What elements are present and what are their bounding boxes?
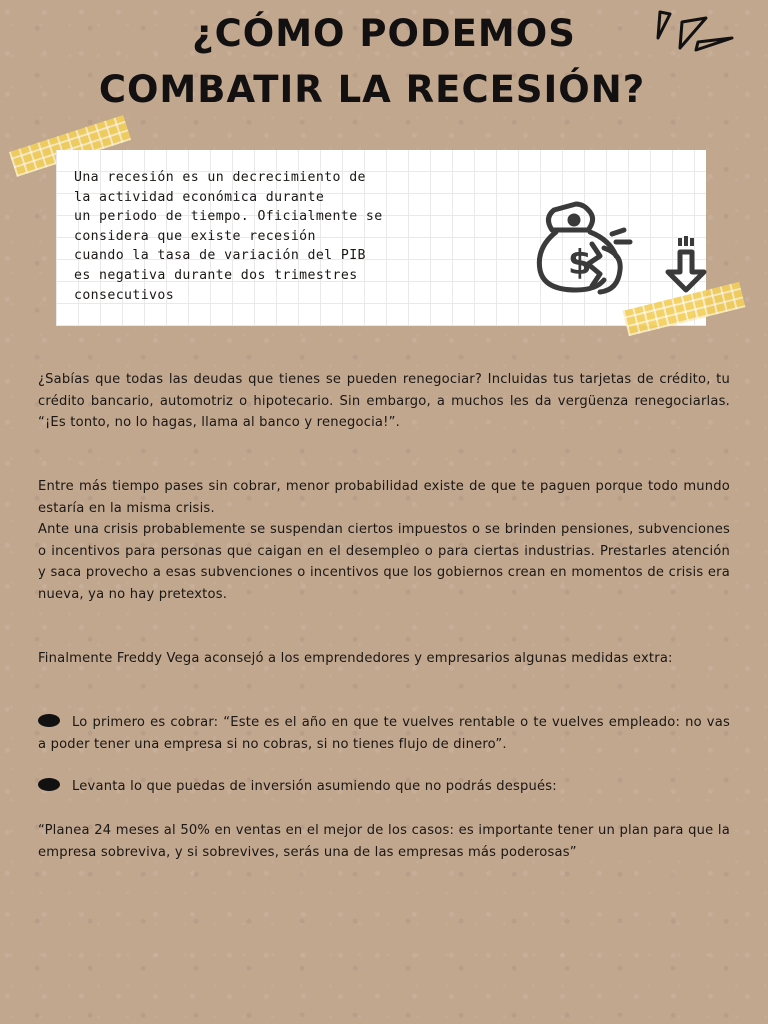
definition-line: considera que existe recesión: [74, 228, 316, 244]
title-line-1: ¿CÓMO PODEMOS: [192, 12, 576, 55]
decorative-strokes-icon: [652, 8, 736, 56]
quote-text: “Planea 24 meses al 50% en ventas en el mejor de los casos: es importante tener un plan para que la empresa sobreviva, y si sobrevives, serás una de las empresas más poderosas”: [38, 823, 730, 860]
paragraph-crisis: [38, 476, 730, 605]
definition-line: un periodo de tiempo. Oficialmente se: [74, 209, 383, 225]
definition-card: [56, 150, 706, 326]
bullet-text-2: Levanta lo que puedas de inversión asumiendo que no podrás después:: [72, 779, 557, 794]
bullet-dot-icon: [38, 714, 60, 727]
bullet-text-1: Lo primero es cobrar: “Este es el año en que te vuelves rentable o te vuelves empleado: no vas a poder tener una empresa si no cobras, si no tienes flujo de dinero”.: [38, 715, 730, 752]
definition-line: es negativa durante dos trimestres: [74, 267, 358, 283]
bullet-item-2: [38, 776, 730, 798]
money-bag-loss-icon: [530, 200, 708, 296]
bullet-dot-icon: [38, 778, 60, 791]
definition-text: [74, 168, 504, 305]
paragraph-collect: Entre más tiempo pases sin cobrar, menor probabilidad existe de que te paguen porque todo mundo estaría en la misma crisis.: [38, 479, 730, 516]
paragraph-renegotiate: ¿Sabías que todas las deudas que tienes se pueden renegociar? Incluidas tus tarjetas de crédito, tu crédito bancario, automotriz o hipotecario. Sin embargo, a muchos les da vergüenza renegociarlas. “¡Es tonto, no lo hagas, llama al banco y renegocia!”.: [38, 372, 730, 430]
paragraph-freddy: Finalmente Freddy Vega aconsejó a los emprendedores y empresarios algunas medidas extra:: [38, 651, 673, 666]
definition-line: cuando la tasa de variación del PIB: [74, 248, 366, 264]
title-line-2: COMBATIR LA RECESIÓN?: [98, 68, 646, 111]
definition-line: la actividad económica durante: [74, 189, 325, 205]
definition-line: Una recesión es un decrecimiento de: [74, 170, 366, 185]
definition-line: consecutivos: [74, 287, 175, 303]
svg-text:$: $: [568, 243, 592, 283]
paragraph-subsidies: Ante una crisis probablemente se suspendan ciertos impuestos o se brinden pensiones, subvenciones o incentivos para personas que caigan en el desempleo o para ciertas industrias. Prestarles atención y saca provecho a esas subvenciones o incentivos que los gobiernos crean en momentos de crisis era nueva, ya no hay pretextos.: [38, 522, 730, 602]
bullet-item-1: [38, 712, 730, 755]
